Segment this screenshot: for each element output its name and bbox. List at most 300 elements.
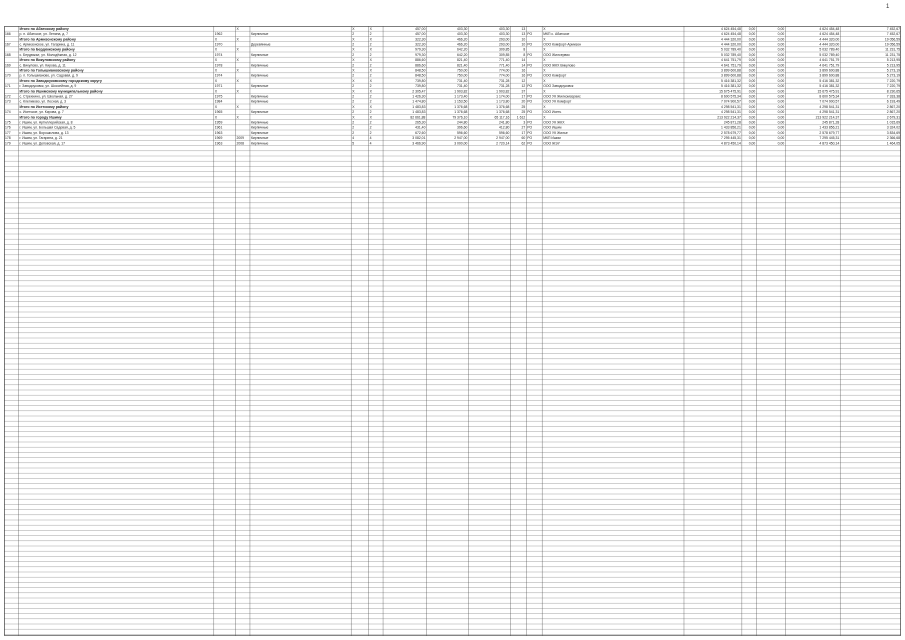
- table-cell: 750,00: [457, 73, 468, 78]
- table-cell: Итого по Армизонскому району: [19, 37, 76, 42]
- table-cell: РО: [527, 84, 533, 89]
- table-cell: 848,50: [415, 68, 426, 73]
- table-cell: г. Заводоуковск, ул. Шоссейная, д. 9: [19, 84, 77, 89]
- table-cell: 2: [352, 42, 355, 47]
- table-cell: с. Викулово, ул. Кирова, д. 11: [19, 63, 66, 68]
- table-cell: 3 899 600,88: [721, 73, 741, 78]
- table-cell: с. Исетское, ул. Кирова, д. 7: [19, 110, 64, 115]
- table-cell: X: [543, 78, 546, 83]
- table-cell: X: [369, 47, 372, 52]
- table-cell: Кирпичные: [250, 84, 269, 89]
- table-cell: 0,00: [748, 84, 756, 89]
- table-cell: X: [543, 89, 546, 94]
- table-cell: 0,00: [777, 73, 785, 78]
- table-cell: 403,30: [498, 32, 510, 37]
- table-cell: с. Клепиково, ул. Лесная, д. 3: [19, 99, 67, 104]
- table-cell: 0,00: [748, 78, 756, 83]
- table-cell: РО: [527, 94, 533, 99]
- table-cell: 2: [352, 52, 355, 57]
- table-cell: 457,00: [415, 26, 426, 31]
- table-cell: 2 305,47: [412, 89, 426, 94]
- table-cell: р. п. Абатское, ул. Ленина, д. 7: [19, 32, 69, 37]
- table-cell: 886,60: [415, 63, 426, 68]
- table-cell: РО: [527, 130, 533, 135]
- table-cell: 1961: [214, 125, 223, 130]
- table-cell: 4 444 320,00: [819, 37, 840, 42]
- table-cell: 5 032 789,40: [721, 47, 741, 52]
- table-cell: 3 082,01: [412, 136, 426, 141]
- table-cell: Кирпичные: [250, 141, 269, 146]
- table-cell: 0,00: [748, 120, 756, 125]
- table-cell: 4: [369, 136, 372, 141]
- table-cell: 8 600 575,34: [721, 94, 741, 99]
- table-cell: 1978: [214, 63, 223, 68]
- table-cell: РО: [527, 63, 533, 68]
- table-cell: 4 298 541,31: [721, 104, 741, 109]
- table-cell: X: [369, 115, 372, 120]
- table-cell: 5 416 381,32: [721, 78, 741, 83]
- table-cell: 0,00: [777, 130, 785, 135]
- table-cell: 179: [5, 141, 11, 146]
- table-cell: 5 032 789,40: [819, 47, 840, 52]
- table-cell: 37: [521, 89, 526, 94]
- table-cell: 0,00: [777, 94, 785, 99]
- table-cell: Кирпичные: [250, 73, 269, 78]
- table-cell: 173: [5, 99, 11, 104]
- table-cell: X: [543, 115, 546, 120]
- table-cell: 19 056,59: [884, 37, 900, 42]
- table-cell: 13: [521, 26, 526, 31]
- table-cell: 2 720,14: [496, 141, 510, 146]
- table-cell: X: [214, 104, 218, 109]
- table-cell: 167: [5, 42, 11, 47]
- table-cell: 65 117,16: [494, 115, 510, 120]
- table-cell: 2 578 679,77: [721, 130, 741, 135]
- table-cell: Итого по Викуловскому району: [19, 58, 76, 63]
- table-cell: 166: [5, 32, 11, 37]
- table-cell: Итого по Голышмановскому району: [19, 68, 84, 73]
- table-cell: г. Ишим, ул. Ворошилова, д. 13: [19, 130, 69, 135]
- table-cell: 403,30: [457, 26, 468, 31]
- table-cell: 0,00: [777, 78, 785, 83]
- table-cell: 0,00: [777, 68, 785, 73]
- table-cell: X: [352, 104, 355, 109]
- table-cell: 4 641 751,79: [721, 63, 741, 68]
- table-cell: 2: [369, 125, 372, 130]
- table-cell: X: [369, 89, 372, 94]
- table-cell: X: [236, 37, 239, 42]
- table-cell: 0,00: [777, 120, 785, 125]
- table-cell: 4 641 751,79: [819, 63, 840, 68]
- table-cell: 244,80: [457, 120, 468, 125]
- table-cell: 886,60: [415, 58, 426, 63]
- table-cell: X: [214, 37, 218, 42]
- table-cell: Кирпичные: [250, 125, 269, 130]
- table-cell: 2: [369, 110, 372, 115]
- table-cell: X: [352, 37, 355, 42]
- table-cell: 4 641 751,79: [819, 58, 840, 63]
- table-cell: 8 230,65: [886, 89, 900, 94]
- table-cell: 979,30: [415, 47, 426, 52]
- table-cell: 2: [369, 63, 372, 68]
- table-cell: 2 578 679,77: [819, 130, 840, 135]
- table-cell: 457,00: [415, 32, 426, 37]
- table-cell: 4 444 320,00: [819, 42, 840, 47]
- table-cell: 4 298 541,31: [819, 110, 840, 115]
- table-cell: 1 015,69: [886, 120, 900, 125]
- table-cell: 3 466,90: [412, 141, 426, 146]
- table-cell: 2: [369, 120, 372, 125]
- table-cell: 170: [5, 73, 11, 78]
- table-cell: 16: [521, 73, 526, 78]
- table-cell: X: [214, 89, 218, 94]
- table-cell: 2: [369, 99, 372, 104]
- table-cell: РО: [527, 52, 533, 57]
- table-cell: 1 483,83: [412, 104, 426, 109]
- table-cell: 14: [521, 58, 526, 63]
- table-cell: 309,85: [498, 52, 510, 57]
- table-cell: г. Ишим, ул. Большая Садовая, д. 5: [19, 125, 76, 130]
- table-cell: 5: [352, 141, 355, 146]
- table-cell: 0,00: [748, 58, 756, 63]
- table-cell: 0,00: [777, 110, 785, 115]
- table-cell: 1974: [214, 73, 223, 78]
- table-cell: 241,80: [498, 120, 510, 125]
- table-cell: X: [352, 47, 355, 52]
- table-cell: 13: [521, 32, 526, 37]
- table-cell: X: [214, 68, 218, 73]
- table-cell: г. Ишим, ул. Гагарина, д. 21: [19, 136, 63, 141]
- table-cell: 412,80: [498, 125, 510, 130]
- table-cell: 1 433 856,21: [721, 125, 741, 130]
- table-cell: X: [543, 47, 546, 52]
- table-cell: 750,00: [457, 68, 468, 73]
- table-cell: 169: [5, 63, 11, 68]
- table-cell: 1 474,80: [412, 99, 426, 104]
- table-cell: 739,80: [415, 84, 426, 89]
- table-cell: 2: [369, 94, 372, 99]
- table-cell: 2 366,68: [886, 136, 900, 141]
- table-cell: Кирпичные: [250, 63, 269, 68]
- table-cell: 0,00: [777, 84, 785, 89]
- budget-table: [4, 26, 901, 636]
- table-cell: 739,80: [415, 78, 426, 83]
- table-cell: X: [369, 58, 372, 63]
- table-cell: X: [369, 26, 372, 31]
- table-cell: 7 220,79: [886, 78, 900, 83]
- table-cell: 1965: [214, 110, 223, 115]
- table-cell: РО: [527, 73, 533, 78]
- table-cell: 731,40: [457, 84, 468, 89]
- table-cell: X: [214, 58, 218, 63]
- table-cell: 265,30: [415, 120, 426, 125]
- table-cell: 2: [369, 42, 372, 47]
- table-cell: 0,00: [748, 94, 756, 99]
- table-cell: 1 173,80: [496, 99, 510, 104]
- table-cell: 2: [369, 32, 372, 37]
- table-cell: 3 834,69: [886, 130, 900, 135]
- table-cell: Итого по Заводоуковскому городскому округу: [19, 78, 102, 83]
- table-cell: МКП Ишим: [543, 136, 561, 141]
- table-cell: 1959: [214, 120, 223, 125]
- table-cell: 0,00: [777, 104, 785, 109]
- table-cell: 2 867,20: [886, 110, 900, 115]
- table-cell: МКП с. Абатское: [543, 32, 570, 37]
- table-cell: 0,00: [777, 58, 785, 63]
- table-cell: 596,60: [457, 130, 468, 135]
- table-cell: X: [236, 47, 239, 52]
- table-cell: 309,85: [498, 47, 510, 52]
- table-cell: 27: [521, 125, 526, 130]
- table-cell: 771,40: [498, 63, 510, 68]
- table-cell: X: [214, 115, 218, 120]
- table-cell: 1962: [214, 32, 223, 37]
- table-cell: 4 624 454,48: [819, 32, 840, 37]
- table-cell: ООО Комфорт-Армизон: [543, 42, 582, 47]
- table-cell: 2: [352, 125, 355, 130]
- table-cell: 322,30: [415, 42, 426, 47]
- table-cell: X: [352, 58, 355, 63]
- table-cell: 1974: [214, 52, 223, 57]
- table-cell: 1969: [214, 136, 223, 141]
- table-cell: 642,20: [457, 52, 468, 57]
- table-cell: 1 903,82: [496, 89, 510, 94]
- table-cell: с. Армизонское, ул. Гагарина, д. 11: [19, 42, 75, 47]
- table-cell: 14: [521, 63, 526, 68]
- table-cell: 3: [523, 120, 526, 125]
- table-cell: 60: [521, 136, 526, 141]
- table-cell: X: [369, 104, 372, 109]
- table-cell: 15 675 475,91: [817, 89, 840, 94]
- table-cell: 4 873 450,14: [721, 141, 741, 146]
- table-cell: 12: [521, 78, 526, 83]
- table-cell: 848,50: [415, 73, 426, 78]
- table-cell: г. Ишим, ул. Артиллерийская, д. 8: [19, 120, 73, 125]
- table-cell: 3 899 600,88: [721, 68, 741, 73]
- table-cell: 8: [523, 47, 526, 52]
- table-cell: 3 899 600,88: [819, 68, 840, 73]
- table-cell: 4 624 454,48: [721, 26, 741, 31]
- table-cell: 17: [521, 94, 526, 99]
- table-cell: X: [236, 68, 239, 73]
- table-cell: 25: [521, 104, 526, 109]
- table-cell: 174: [5, 110, 11, 115]
- table-cell: 0,00: [777, 125, 785, 130]
- table-cell: Кирпичные: [250, 120, 269, 125]
- table-grid: [4, 26, 901, 636]
- table-cell: Деревянные: [250, 42, 271, 47]
- page-corner-mark: 1: [886, 4, 890, 10]
- table-cell: Итого по Бердюжскому району: [19, 47, 75, 52]
- table-cell: 0,00: [748, 52, 756, 57]
- table-cell: 0,00: [748, 141, 756, 146]
- table-cell: 8: [523, 52, 526, 57]
- table-cell: 3 899 600,88: [819, 73, 840, 78]
- table-cell: 7 220,79: [886, 84, 900, 89]
- table-cell: 79 376,10: [452, 115, 468, 120]
- table-cell: ООО Ишим: [543, 125, 562, 130]
- table-cell: 0,00: [748, 136, 756, 141]
- table-cell: 5 273,19: [886, 68, 900, 73]
- table-cell: 2: [352, 73, 355, 78]
- table-cell: 5 032 789,40: [721, 52, 741, 57]
- table-cell: 1 376,68: [454, 104, 468, 109]
- table-cell: Кирпичные: [250, 94, 269, 99]
- table-cell: 0,00: [748, 89, 756, 94]
- table-cell: 466,20: [457, 37, 468, 42]
- table-cell: 1 376,68: [454, 110, 468, 115]
- table-cell: 1 174,00: [496, 94, 510, 99]
- table-cell: РО: [527, 42, 533, 47]
- table-cell: 396,60: [457, 125, 468, 130]
- table-cell: 4: [352, 136, 355, 141]
- table-cell: 3 000,00: [454, 141, 468, 146]
- table-cell: Кирпичные: [250, 32, 269, 37]
- table-cell: 5 273,19: [886, 73, 900, 78]
- table-cell: 7 295 445,31: [721, 136, 741, 141]
- table-cell: 2 679,31: [886, 115, 900, 120]
- table-cell: 11 231,75: [885, 47, 900, 52]
- table-cell: X: [543, 104, 546, 109]
- table-cell: 172: [5, 94, 11, 99]
- table-cell: 0,00: [777, 37, 785, 42]
- table-cell: 0,00: [777, 115, 785, 120]
- table-cell: РО: [527, 120, 533, 125]
- table-cell: РО: [527, 110, 533, 115]
- table-cell: 4 873 450,14: [819, 141, 840, 146]
- table-cell: 2: [352, 130, 355, 135]
- table-cell: 7 452,67: [886, 32, 900, 37]
- table-cell: 2 867,20: [886, 104, 900, 109]
- table-cell: ООО ЖКХ Викулово: [543, 63, 576, 68]
- table-cell: 672,60: [415, 130, 426, 135]
- table-cell: 1 433 856,21: [819, 125, 840, 130]
- table-cell: 17: [521, 130, 526, 135]
- table-cell: 4 298 541,31: [819, 104, 840, 109]
- table-cell: 1 426,30: [412, 94, 426, 99]
- table-cell: 245 871,28: [822, 120, 840, 125]
- table-cell: г. Ишим, ул. Деповская, д. 17: [19, 141, 66, 146]
- table-cell: 0,00: [777, 42, 785, 47]
- table-cell: 7 333,38: [886, 94, 900, 99]
- table-cell: р. п. Голышманово, ул. Садовая, д. 9: [19, 73, 78, 78]
- table-cell: 82 661,88: [410, 115, 426, 120]
- table-cell: 213 922 214,37: [815, 115, 840, 120]
- table-cell: 0,00: [777, 52, 785, 57]
- table-cell: 2: [369, 52, 372, 57]
- table-cell: X: [214, 78, 218, 83]
- table-cell: Кирпичные: [250, 130, 269, 135]
- table-cell: РО: [527, 136, 533, 141]
- table-cell: X: [236, 26, 239, 31]
- table-cell: 0,00: [777, 26, 785, 31]
- table-cell: 293,00: [498, 37, 510, 42]
- table-cell: 2: [352, 32, 355, 37]
- table-cell: 0,00: [777, 47, 785, 52]
- table-cell: 1 483,83: [412, 110, 426, 115]
- table-cell: 0,00: [748, 125, 756, 130]
- table-cell: 8 600 575,34: [819, 94, 840, 99]
- table-cell: 731,28: [498, 84, 510, 89]
- table-cell: 2: [352, 110, 355, 115]
- table-cell: Кирпичные: [250, 110, 269, 115]
- table-cell: 12: [521, 84, 526, 89]
- table-cell: 0,00: [748, 104, 756, 109]
- table-cell: 213 922 214,37: [717, 115, 741, 120]
- table-cell: 1 376,68: [496, 104, 510, 109]
- table-cell: X: [543, 58, 546, 63]
- table-cell: 5 416 381,32: [721, 84, 741, 89]
- table-cell: 821,40: [457, 58, 468, 63]
- table-cell: 731,28: [498, 78, 510, 83]
- table-cell: 2: [352, 94, 355, 99]
- table-cell: X: [543, 26, 546, 31]
- table-cell: ООО УК Комфорт: [543, 99, 572, 104]
- table-cell: X: [236, 78, 239, 83]
- table-cell: X: [352, 26, 355, 31]
- table-cell: 2: [352, 84, 355, 89]
- table-cell: 5 416 381,32: [819, 78, 840, 83]
- table-cell: 2008: [236, 141, 245, 146]
- table-cell: 0,00: [748, 47, 756, 52]
- table-cell: ООО УК Жилкомсервис: [543, 94, 581, 99]
- table-cell: X: [352, 68, 355, 73]
- table-cell: РО: [527, 125, 533, 130]
- table-cell: X: [236, 104, 239, 109]
- table-cell: 1963: [214, 141, 223, 146]
- table-cell: 1975: [214, 94, 223, 99]
- table-cell: 2009: [236, 136, 245, 141]
- table-cell: 1984: [214, 99, 223, 104]
- table-cell: X: [543, 37, 546, 42]
- table-cell: РО: [527, 32, 533, 37]
- table-cell: 731,40: [457, 78, 468, 83]
- table-cell: 171: [5, 84, 11, 89]
- table-cell: 4 641 751,79: [721, 58, 741, 63]
- table-cell: 0,00: [777, 99, 785, 104]
- table-cell: 168: [5, 52, 11, 57]
- table-cell: 2: [352, 99, 355, 104]
- table-cell: 176: [5, 125, 11, 130]
- table-cell: X: [236, 115, 239, 120]
- table-cell: 1 376,68: [496, 110, 510, 115]
- table-cell: 2 947,00: [454, 136, 468, 141]
- table-cell: 2: [369, 84, 372, 89]
- table-cell: ООО Жилсервис: [543, 52, 570, 57]
- table-cell: РО: [527, 99, 533, 104]
- table-cell: РО: [527, 141, 533, 146]
- table-cell: 0,00: [748, 63, 756, 68]
- table-cell: X: [236, 58, 239, 63]
- table-cell: 2: [369, 130, 372, 135]
- table-cell: Кирпичные: [250, 136, 269, 141]
- table-cell: 25: [521, 110, 526, 115]
- table-cell: 1 464,05: [886, 141, 900, 146]
- table-cell: 431,40: [415, 125, 426, 130]
- table-cell: Итого по городу Ишиму: [19, 115, 62, 120]
- table-cell: 7 452,67: [886, 26, 900, 31]
- table-cell: 5 032 789,40: [819, 52, 840, 57]
- table-cell: 15 675 475,91: [719, 89, 741, 94]
- table-cell: 0,00: [748, 42, 756, 47]
- table-cell: 1 153,50: [454, 99, 468, 104]
- table-cell: X: [352, 115, 355, 120]
- table-cell: Кирпичные: [250, 99, 269, 104]
- table-cell: 0,00: [748, 130, 756, 135]
- table-cell: 403,30: [457, 32, 468, 37]
- table-cell: ООО УК Жилье: [543, 130, 568, 135]
- table-cell: 2: [352, 120, 355, 125]
